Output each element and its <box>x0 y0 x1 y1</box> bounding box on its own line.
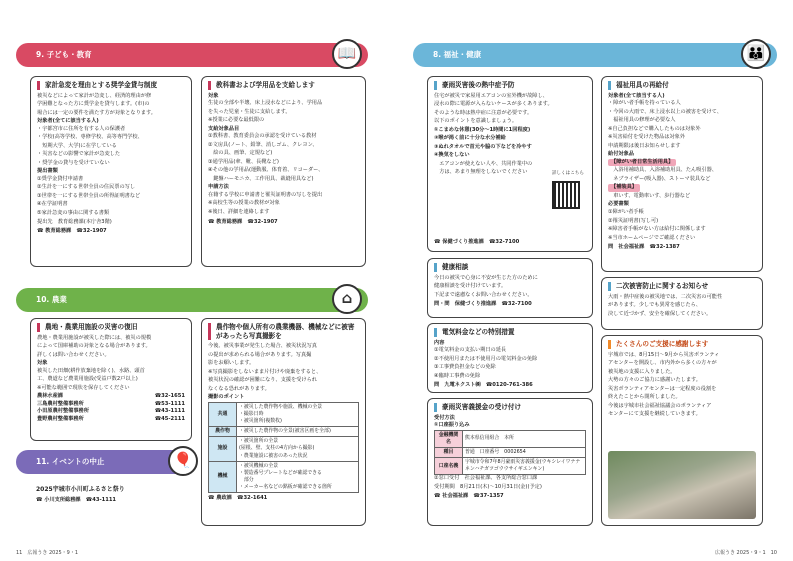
text-line: 二次被害防止に関するお知らせ <box>608 282 756 291</box>
text-line: 豊野農村整備事務所 <box>37 415 84 422</box>
text-line: ・学校(高等学校、専修学校、高等専門学校、 <box>37 134 143 141</box>
text-line: 農地・農業用施設の災害の復旧 <box>37 323 185 332</box>
text-line: 詳しくはこちら <box>551 171 584 176</box>
text-line: ・奨学金の貸与を受けていない <box>37 159 110 166</box>
text-line: ・被災機械の全景 <box>239 462 279 469</box>
text-line: があります。少しでも異常を感じたら、 <box>608 302 701 309</box>
text-line: 福祉用具の再給付 <box>608 81 756 90</box>
text-line: ③ぬれタオルで首元や脇の下などを冷やす <box>434 143 532 150</box>
text-line: ・農業施設に被害のあった状況 <box>239 452 308 459</box>
text-line: 申請方法 <box>208 184 229 191</box>
text-line: 被災などによって家計が急変し、経済的理由が修 <box>37 92 152 99</box>
text-line: 絵の具、画筆、定規など) <box>208 150 273 157</box>
text-line: 健康相談 <box>434 263 586 272</box>
text-line: 提出先 教育総務課(本庁舎3階) <box>37 218 112 225</box>
text-line: 今後は宇城市社会福祉協議会のボランティア <box>608 402 712 409</box>
textbook-box <box>201 76 366 267</box>
text-line: ・被災した農作物や施設、機械の全景 <box>239 403 323 410</box>
text-line: 豪雨災害後の熱中症予防 <box>434 81 586 90</box>
text-line: 【障がい者日常生活用具】 <box>608 159 676 167</box>
text-line: センターにて支援を継続していきます。 <box>608 411 701 418</box>
book-icon: 📖 <box>332 39 362 69</box>
text-line: 以下のポイントを意識しましょう。 <box>434 118 518 125</box>
text-line: ※高校生等の授業の教材が対象 <box>208 200 280 207</box>
text-line: 受付方法 <box>434 414 455 421</box>
text-line: 問 社会福祉課 ☎32-1387 <box>608 244 680 251</box>
text-line: ※災害給付を受けた物品は対象外 <box>608 134 685 141</box>
text-line: 生徒の全部や半壊、床上浸水などにより、学用品 <box>208 100 323 107</box>
text-line: ②喉が渇く前に十分な水分補給 <box>434 135 506 142</box>
volunteer-photo <box>608 451 756 519</box>
text-line: 機械 <box>209 461 237 492</box>
text-line: アセンターを開設し、市内外から多くの方々が <box>608 360 717 367</box>
text-line: ①電気料金の支払い期日の延長 <box>434 347 507 354</box>
text-line: 農林水産課 <box>37 393 63 400</box>
text-line: 宇城市令和7年8月豪雨災害義援金(ウキシレイワナナネンハチガツゴウウサイギエンキン) <box>463 457 586 474</box>
text-line: 部分 <box>239 476 254 483</box>
section-header-events <box>16 450 192 474</box>
text-line: 家計急変を理由とする奨学金貸与制度 <box>37 81 185 90</box>
text-line: ③世帯を一にする世帯全員の所得証明書など <box>37 192 141 199</box>
text-line: 宇城市では、8月15日〜9月から災害ボランティ <box>608 351 720 358</box>
electricity-box <box>427 323 593 393</box>
text-line: 健康相談を受け付けています。 <box>434 283 507 290</box>
right-page <box>397 0 793 561</box>
text-line: 11. イベントの中止 <box>36 456 105 466</box>
text-line: 今後、被災事業が発生した場合、被災状況写真 <box>208 343 317 350</box>
text-line: 災害ボランティアセンターは一定程度の役割を <box>608 385 717 392</box>
text-line: 口座名義 <box>435 457 463 474</box>
text-line: 問・問 保健づくり推進課 ☎32-7100 <box>434 301 532 308</box>
text-line: ①教科書、教育委員会の承認を受けている教材 <box>208 133 317 140</box>
text-line: 福祉用具の修理が必要な人 <box>608 117 676 124</box>
text-line: 住宅が被災で家屋用エアコンの室外機が故障し、 <box>434 92 548 99</box>
text-line: ※当市ホームページでご確認ください <box>608 234 696 241</box>
text-line: 学困難となった方に奨学金を貸与します。(市)の <box>37 101 150 108</box>
text-line: 対象 <box>208 92 219 99</box>
bank-account-table <box>434 430 586 476</box>
page-number: 広報うき 2025・9・1 10 <box>714 549 777 556</box>
text-line: ①奨学金貸付申請書 <box>37 175 84 182</box>
text-line: 対象者(全て該当する人) <box>608 92 665 99</box>
text-line: 9. 子ども・教育 <box>36 49 92 59</box>
text-line: ⑤家計急変の事由に関する書類 <box>37 210 110 216</box>
assistive-device-box <box>601 76 763 272</box>
text-line: ②罹災証明書(写し可) <box>608 217 659 224</box>
scholarship-box <box>30 76 192 267</box>
text-line: ・メーカー名などの銘板が確認できる箇所 <box>239 483 332 490</box>
health-consult-box <box>427 258 593 318</box>
text-line: ・被災した農作物の全景(被害区画を全部) <box>239 428 331 435</box>
text-line: 農作物 <box>209 427 237 437</box>
text-line: (屋根、壁、支柱の4方向から撮影) <box>239 445 315 452</box>
text-line: ・災害などの影響で家計が急変した <box>37 151 121 158</box>
text-line: 豪雨災害義援金の受け付け <box>434 403 586 412</box>
text-line: ・被災箇所の全景 <box>239 438 279 445</box>
text-line: 対象 <box>37 360 48 367</box>
text-line: 【補装具】 <box>608 184 640 192</box>
family-icon: 👪 <box>741 39 771 69</box>
text-line: 被災状況の確認が困難になり、支援を受けられ <box>208 377 317 384</box>
text-line: 車いす、電動車いす、歩行器など <box>608 192 691 199</box>
text-line: の提出が求められる場合があります。写真撮 <box>208 351 312 358</box>
contact-line: ☎ 教育総務課 ☎32-1907 <box>208 218 278 225</box>
text-line: そのような時は熱中症に注意が必要です。 <box>434 109 533 116</box>
text-line: 今日の被災で心身に不安が生じた方のために <box>434 274 538 281</box>
text-line: ②窓口受付 社会福祉課、各支所総合窓口課 <box>434 475 538 482</box>
text-line: によって国庫補助の対象となる場合があります。 <box>37 343 151 350</box>
scholarship-lines <box>37 93 185 118</box>
text-line: 教科書および学用品を支給します <box>208 81 359 90</box>
text-line: 詳しくは問い合わせください。 <box>37 351 110 358</box>
text-line: ☎ 保健づくり推進課 ☎32-7100 <box>434 239 520 246</box>
text-line: 必要書類 <box>608 201 629 208</box>
text-line: 大勢の方々のご協力に感謝いたします。 <box>608 377 701 384</box>
text-line: 下記まで遠慮なくお問い合わせください。 <box>434 291 533 298</box>
text-line: ☎45-2111 <box>154 415 185 422</box>
secondary-damage-box <box>601 277 763 330</box>
text-line: ①こまめな休憩(30分〜1時間に1回程度) <box>434 126 531 133</box>
heatstroke-box <box>427 76 593 252</box>
left-page <box>0 0 396 561</box>
photo-record-box <box>201 318 366 526</box>
text-line: エアコンが使えない人や、共同作業中の <box>434 160 533 167</box>
text-line: 普通 口座番号 0002654 <box>463 447 586 457</box>
text-line: ④在学証明書 <box>37 201 68 208</box>
text-line: 10. 農業 <box>36 294 67 304</box>
text-line: 在籍する学校に申請書と罹災証明書の写しを提出 <box>208 191 323 198</box>
text-line: ☎ 小川支所総務課 ☎43-1111 <box>36 496 117 503</box>
text-line: 三島農村整備事務所 <box>37 400 84 407</box>
text-line: ・被災箇所(複数枚) <box>239 418 282 425</box>
page-number: 11 広報うき 2025・9・1 <box>16 549 79 556</box>
contact-line: ☎ 農政課 ☎32-1641 <box>208 495 268 502</box>
text-line: を失った児童・生徒に支給します。 <box>208 108 291 115</box>
text-line: ④その他の学用品(運動服、体育着、リコーダー、 <box>208 167 324 174</box>
text-line: ②文房具(ノート、鉛筆、消しゴム、クレヨン、 <box>208 141 318 148</box>
text-line: ・製造番号プレートなどが確認できる <box>239 469 322 476</box>
text-line: 電気料金などの特別措置 <box>434 328 586 337</box>
text-line: ③通学用品(傘、靴、長靴など) <box>208 158 279 165</box>
text-line: 被災した田畑(耕作放棄地を除く)、水路、頭首 <box>37 367 145 374</box>
text-line: 提出書類 <box>37 168 58 175</box>
thanks-box <box>601 335 763 526</box>
text-line: ・今回の大雨で、床上浸水以上の被害を受けて、 <box>608 108 722 115</box>
text-line: なくなる恐れがあります。 <box>208 385 270 392</box>
text-line: 小田原農村整備事務所 <box>37 408 89 415</box>
text-line: 大雨・熱中症後の被災地では、二次災害の可能性 <box>608 293 723 300</box>
text-line: 給付対象品 <box>608 151 634 158</box>
text-line: ☎43-1111 <box>154 408 185 415</box>
text-line: 被災地の支援に入りました。 <box>608 368 676 375</box>
text-line: 農作物や個人所有の農業機器、機械などに被害があったら写真撮影を <box>208 323 359 340</box>
text-line: ※後日、詳細を連絡します <box>208 209 270 215</box>
text-line: 方は、あまり無理をしないでください <box>434 169 528 176</box>
balloon-icon: 🎈 <box>168 446 198 476</box>
text-line: 申請期限は後日お知らせします <box>608 142 681 149</box>
text-line: 対象者(全てに該当する人) <box>37 118 99 125</box>
text-line: ☎53-1111 <box>154 400 185 407</box>
text-line: 8. 福祉・健康 <box>433 49 482 59</box>
text-line: ※可能な範囲で現状を保存してください <box>37 384 130 391</box>
greenhouse-icon: ⌂ <box>332 284 362 314</box>
text-line: ①口座振り込み <box>434 422 470 429</box>
text-line: ※障害者手帳がない方は給付に関係します <box>608 226 706 233</box>
text-line: 決して近づかず、安全を確保してください。 <box>608 310 712 317</box>
text-line: たくさんのご支援に感謝します <box>608 340 756 349</box>
text-line: 影をお願いします。 <box>208 360 255 367</box>
contact-line: ☎ 教育総務課 ☎32-1907 <box>37 228 107 235</box>
event-box <box>30 482 192 518</box>
text-line: 種目 <box>435 447 463 457</box>
text-line: ②生計を一にする世帯全員の住民票の写し <box>37 184 136 191</box>
farmland-box <box>30 318 192 441</box>
text-line: ・撮影日時 <box>239 410 264 417</box>
text-line: 短期大学、大学)に在学している <box>37 142 117 149</box>
text-line: 鍵盤ハーモニカ、工作用具、裁縫用具など) <box>208 175 314 182</box>
text-line: 金融機関名 <box>435 430 463 447</box>
photo-points-table <box>208 402 359 493</box>
text-line: ④換気をしない <box>434 152 470 159</box>
text-line: ☎ 社会福祉課 ☎37-1357 <box>434 493 504 500</box>
text-line: ②不使用月または不使用月の電気料金の免除 <box>434 355 538 362</box>
text-line: 撮影のポイント <box>208 394 245 401</box>
section-header-agriculture <box>16 288 368 312</box>
text-line: 工、農道など農業用施設(受益戸数2戸以上) <box>37 376 138 383</box>
text-line: 内容 <box>434 339 445 346</box>
text-line: 支給対象品目 <box>208 125 240 132</box>
text-line: 熊本県信用組合 本所 <box>463 430 586 447</box>
text-line: 農地・農業用施設が被災した際には、被災の規模 <box>37 334 152 341</box>
contact-row <box>37 408 185 416</box>
text-line: 施設 <box>209 437 237 461</box>
text-line: 問 九電ネクスト㈱ ☎0120-761-386 <box>434 382 533 389</box>
text-line: ・障がい者手帳を持っている人 <box>608 100 681 107</box>
qr-code[interactable] <box>552 181 580 209</box>
text-line: 終えたことから閉所しました。 <box>608 394 681 401</box>
text-line: 浸水の際に電源が入らないケースが多くあります。 <box>434 101 553 108</box>
text-line: ☎32-1651 <box>154 393 185 400</box>
text-line: ①障がい者手帳 <box>608 209 644 215</box>
text-line: ③工事費負担金などの免除 <box>434 364 496 371</box>
donation-box <box>427 398 593 526</box>
text-line: ④臨時工事費の免除 <box>434 372 481 379</box>
text-line: 受付期間 8月21日(木)〜10月31日(金)(予定) <box>434 483 542 490</box>
text-line: ・宇都宮市に住所を有する人の保護者 <box>37 125 126 132</box>
contact-row <box>37 393 185 401</box>
contact-row <box>37 416 185 424</box>
text-line: ※授業に必要な最低限の <box>208 117 265 124</box>
text-line: 共通 <box>209 402 237 426</box>
text-line: 場合には一定の要件を満たす方が対象となります。 <box>37 109 156 116</box>
text-line: 入浴用補助具、入浴補助用具、たん吸引器、 <box>608 167 717 174</box>
text-line: ※写真撮影をしないまま片付けや廃棄をすると、 <box>208 368 322 375</box>
text-line: ネブライザー(吸入器)、ストーマ装具など <box>608 175 711 182</box>
text-line: ※自己負担などで購入したものは対象外 <box>608 125 701 132</box>
section-header-education <box>16 43 368 67</box>
section-header-welfare <box>413 43 777 67</box>
text-line: 2025宇城市小川町ふるさと祭り <box>36 486 125 493</box>
